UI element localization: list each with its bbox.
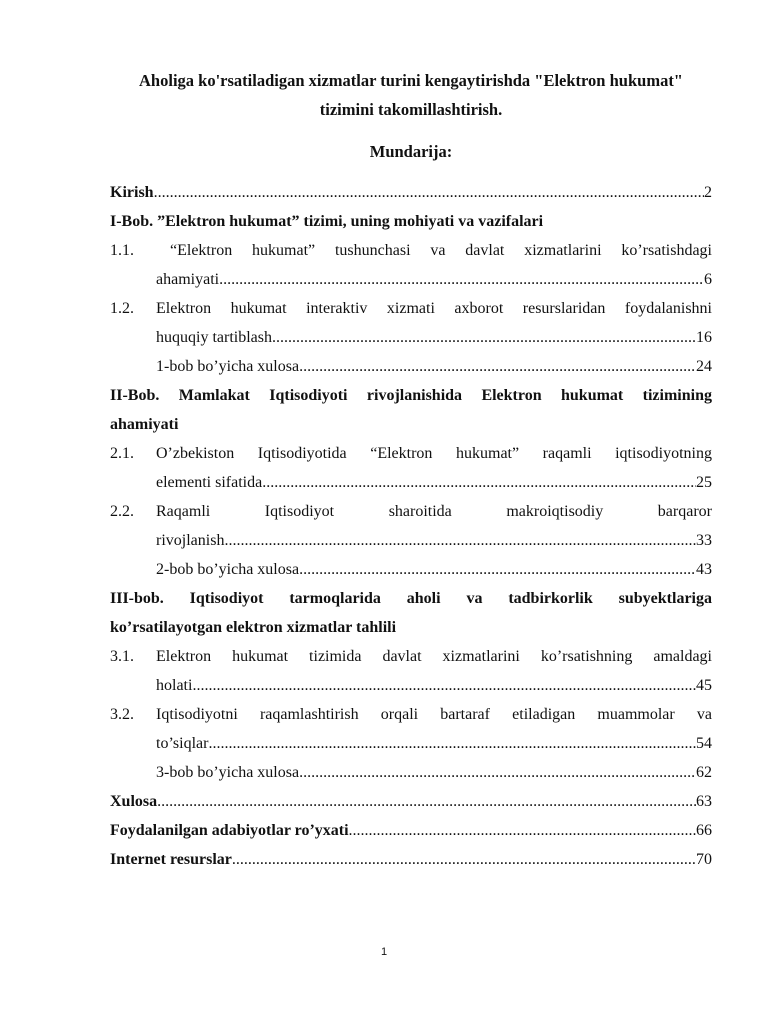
leader-dots	[232, 845, 696, 874]
toc-entry-title: 1-bob bo’yicha xulosa	[156, 358, 300, 375]
toc-entry-title: 3-bob bo’yicha xulosa	[156, 764, 300, 781]
table-of-contents	[110, 178, 712, 874]
page-number: 1	[380, 946, 388, 958]
chapter-3-heading: III-bob. Iqtisodiyot tarmoqlarida aholi va tadbirkorlik subyektlariga	[110, 590, 712, 607]
toc-entry-page: 25	[696, 474, 712, 491]
chapter-2-heading-cont: ahamiyati	[110, 416, 179, 433]
toc-entry-2-1	[110, 439, 712, 468]
leader-dots	[157, 787, 696, 816]
toc-entry-kirish	[110, 178, 712, 207]
leader-dots	[272, 323, 696, 352]
toc-entry-page: 43	[696, 561, 712, 578]
toc-entry-title: Kirish	[110, 184, 154, 201]
toc-entry-title: Raqamli Iqtisodiyot sharoitida makroiqtisodiy barqaror	[156, 503, 712, 520]
section-number: 2.1.	[110, 445, 134, 462]
section-number: 1.1.	[110, 242, 134, 259]
toc-entry-page: 2	[704, 184, 712, 201]
section-number: 3.2.	[110, 706, 134, 723]
toc-entry-title-cont: huquqiy tartiblash	[156, 329, 272, 346]
toc-entry-page: 66	[696, 822, 712, 839]
toc-entry-page: 54	[696, 735, 712, 752]
toc-entry-3-1	[110, 642, 712, 671]
toc-entry-page: 62	[696, 764, 712, 781]
toc-entry-2-1-cont	[110, 468, 712, 497]
toc-entry-xulosa	[110, 787, 712, 816]
toc-entry-page: 6	[704, 271, 712, 288]
toc-entry-3-summary	[110, 758, 712, 787]
leader-dots	[299, 758, 696, 787]
toc-entry-page: 63	[696, 793, 712, 810]
leader-dots	[208, 729, 696, 758]
toc-entry-title: Iqtisodiyotni raqamlashtirish orqali bartaraf etiladigan muammolar va	[156, 706, 712, 723]
chapter-3-heading-cont: ko’rsatilayotgan elektron xizmatlar tahlili	[110, 619, 397, 636]
toc-entry-title-cont: ahamiyati	[156, 271, 220, 288]
contents-heading: Mundarija:	[369, 142, 453, 161]
toc-entry-title: Foydalanilgan adabiyotlar ro’yxati	[110, 822, 349, 839]
toc-entry-title: Elektron hukumat tizimida davlat xizmatlarini ko’rsatishning amaldagi	[156, 648, 712, 665]
toc-entry-2-2-cont	[110, 526, 712, 555]
toc-entry-title-cont: holati	[156, 677, 193, 694]
toc-entry-2-2	[110, 497, 712, 526]
toc-entry-2-summary	[110, 555, 712, 584]
section-number: 1.2.	[110, 300, 134, 317]
leader-dots	[299, 555, 696, 584]
leader-dots	[262, 468, 696, 497]
toc-entry-page: 16	[696, 329, 712, 346]
section-number: 2.2.	[110, 503, 134, 520]
chapter-1-heading: I-Bob. ”Elektron hukumat” tizimi, uning mohiyati va vazifalari	[110, 213, 544, 230]
toc-entry-3-2	[110, 700, 712, 729]
toc-entry-title: Internet resurslar	[110, 851, 232, 868]
toc-entry-adabiyotlar	[110, 816, 712, 845]
leader-dots	[224, 526, 696, 555]
title-line-1: Aholiga ko'rsatiladigan xizmatlar turini kengaytirishda "Elektron hukumat"	[139, 71, 683, 90]
toc-entry-3-2-cont	[110, 729, 712, 758]
toc-entry-title: Xulosa	[110, 793, 158, 810]
toc-entry-title-cont: rivojlanish	[156, 532, 225, 549]
toc-entry-page: 70	[696, 851, 712, 868]
toc-entry-1-1	[110, 236, 712, 265]
toc-entry-title-cont: to’siqlar	[156, 735, 209, 752]
toc-entry-1-summary	[110, 352, 712, 381]
chapter-2-heading: II-Bob. Mamlakat Iqtisodiyoti rivojlanishida Elektron hukumat tizimining	[110, 387, 712, 404]
toc-entry-page: 24	[696, 358, 712, 375]
title-line-2: tizimini takomillashtirish.	[319, 100, 503, 119]
toc-entry-1-2-cont	[110, 323, 712, 352]
toc-entry-1-1-cont	[110, 265, 712, 294]
toc-entry-internet	[110, 845, 712, 874]
document-title	[100, 66, 722, 124]
leader-dots	[192, 671, 696, 700]
toc-entry-page: 45	[696, 677, 712, 694]
toc-entry-3-1-cont	[110, 671, 712, 700]
toc-entry-title-cont: elementi sifatida	[156, 474, 263, 491]
toc-entry-page: 33	[696, 532, 712, 549]
leader-dots	[299, 352, 696, 381]
leader-dots	[219, 265, 704, 294]
leader-dots	[349, 816, 696, 845]
toc-entry-title: O’zbekiston Iqtisodiyotida “Elektron hukumat” raqamli iqtisodiyotning	[156, 445, 712, 462]
leader-dots	[154, 178, 704, 207]
toc-entry-title: 2-bob bo’yicha xulosa	[156, 561, 300, 578]
toc-entry-title: Elektron hukumat interaktiv xizmati axborot resurslaridan foydalanishni	[156, 300, 712, 317]
toc-entry-1-2	[110, 294, 712, 323]
section-number: 3.1.	[110, 648, 134, 665]
toc-entry-title: “Elektron hukumat” tushunchasi va davlat xizmatlarini ko’rsatishdagi	[170, 242, 712, 259]
